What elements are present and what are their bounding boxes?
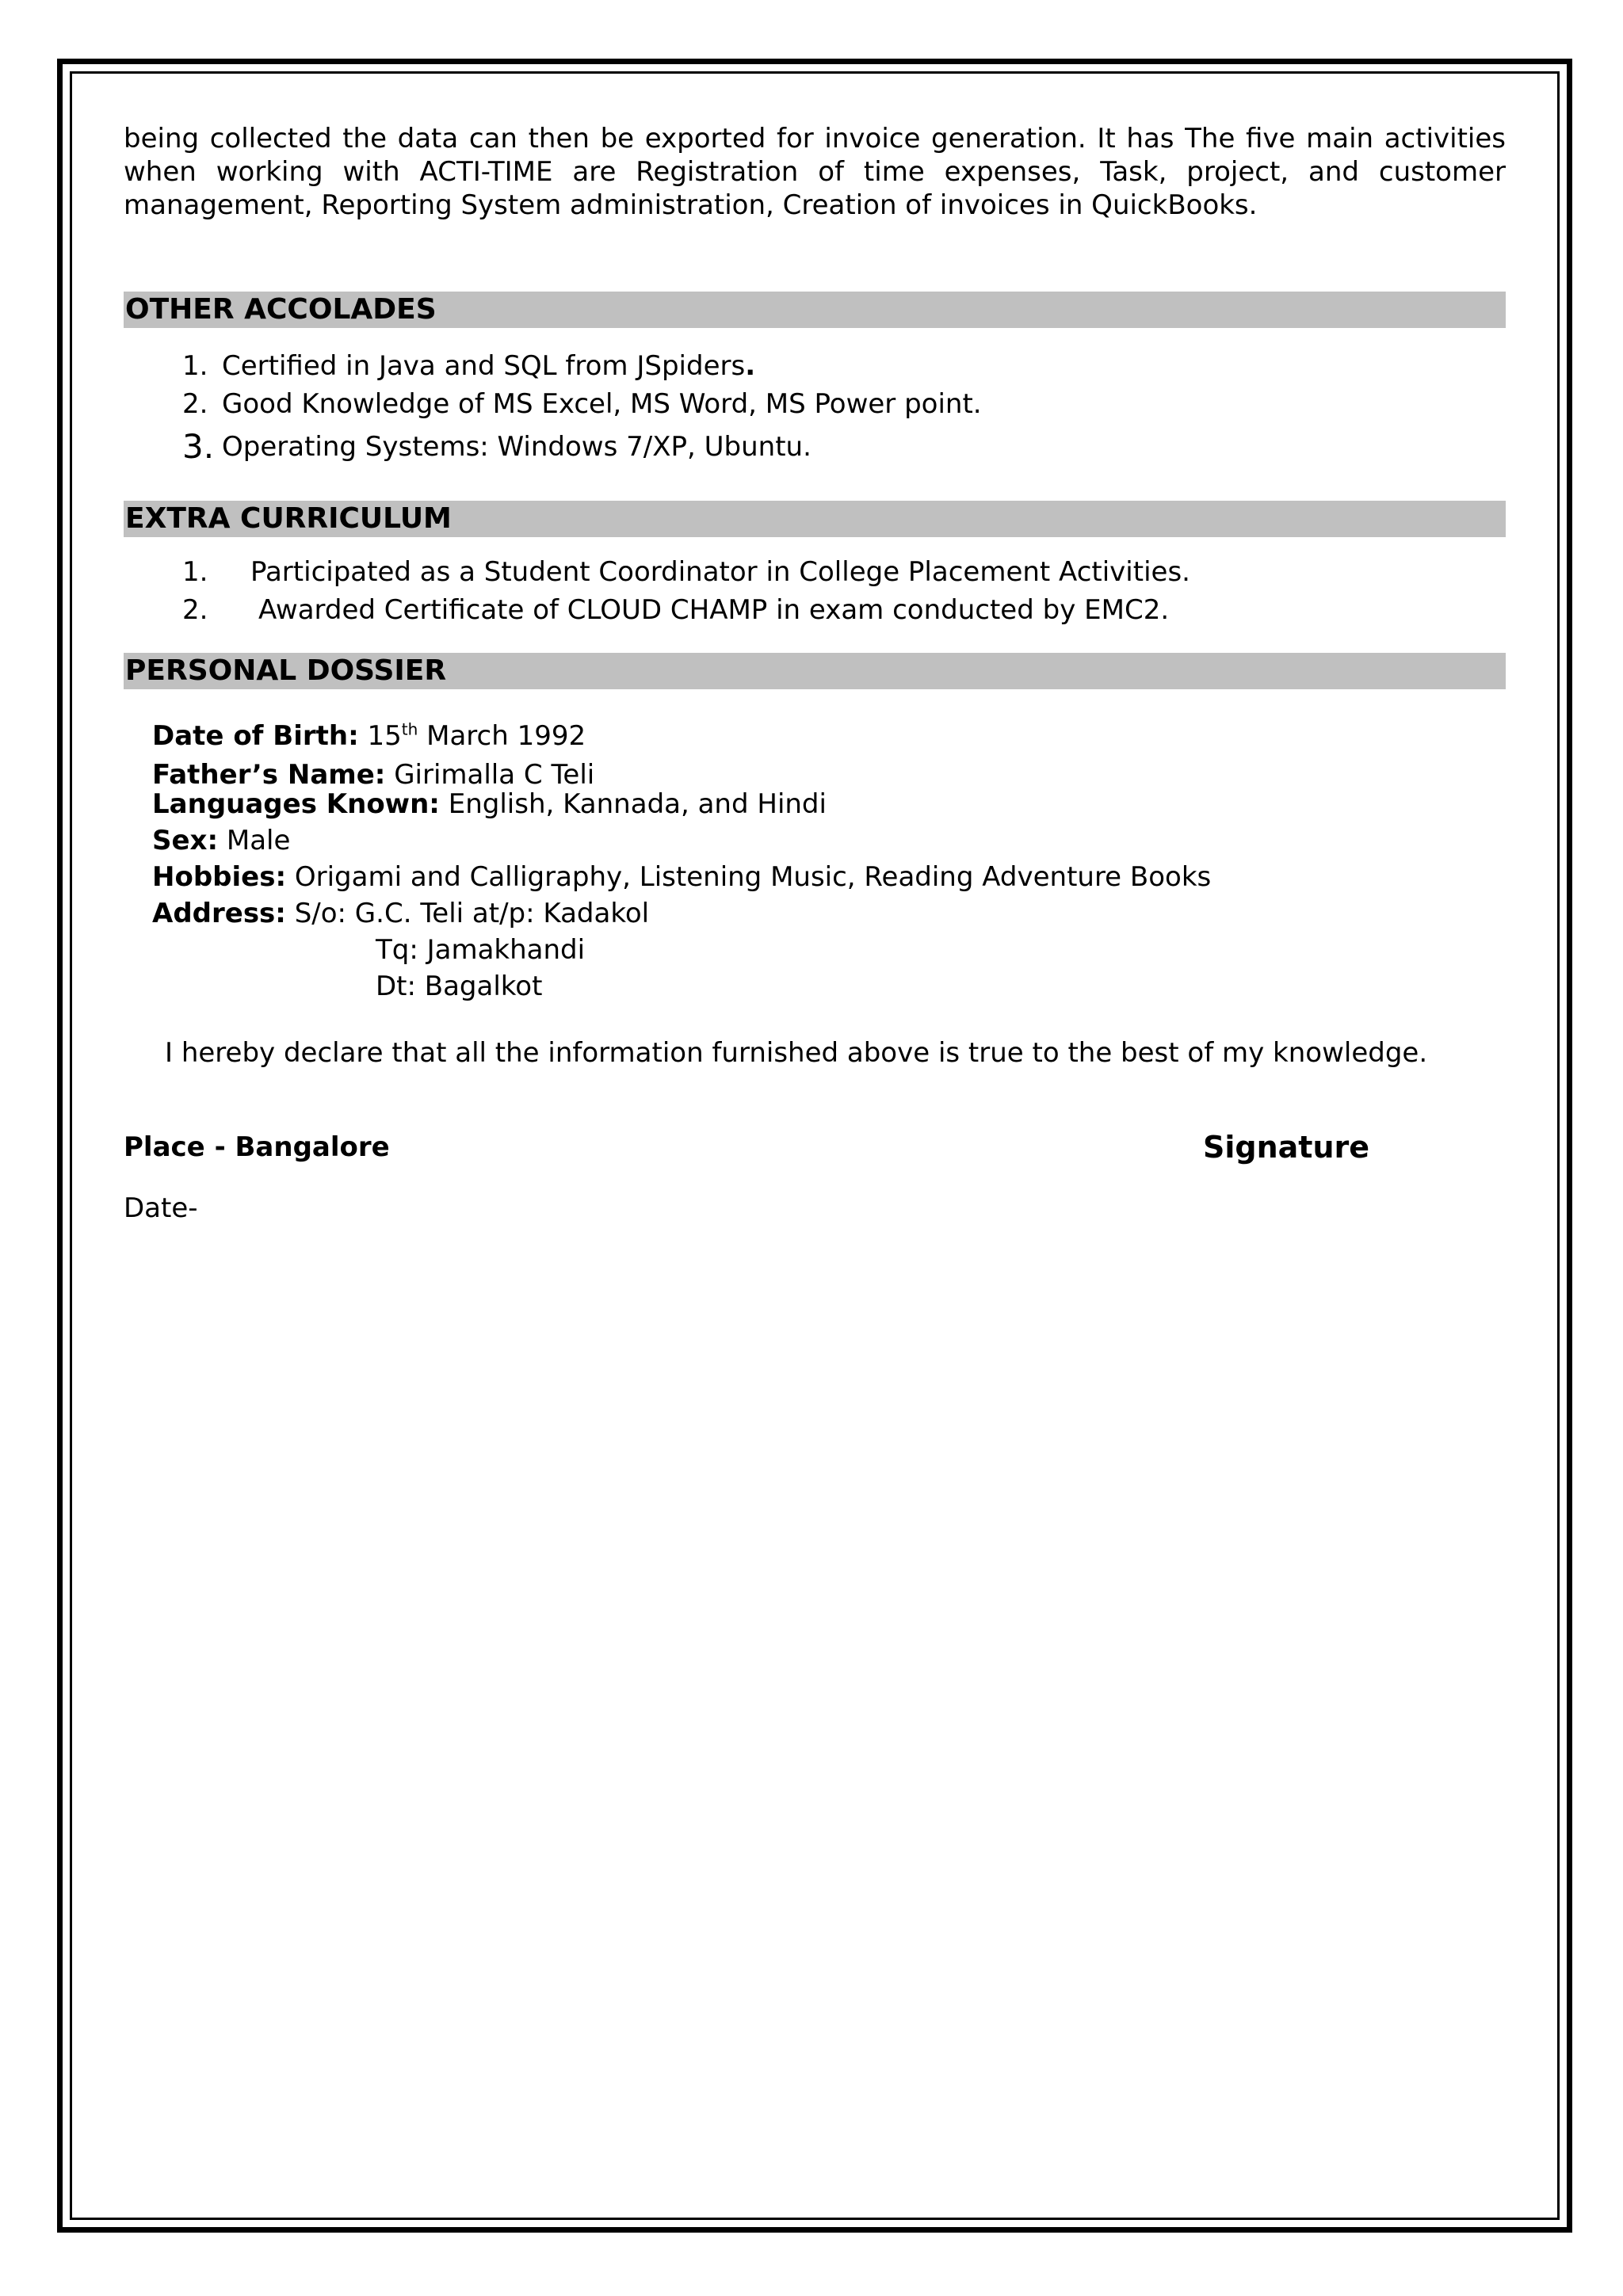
list-item-text: Good Knowledge of MS Excel, MS Word, MS Power point. <box>222 388 982 420</box>
date-text: Date- <box>124 1192 198 1224</box>
list-item-text: Operating Systems: Windows 7/XP, Ubuntu. <box>222 431 812 463</box>
section-heading-personal-dossier: PERSONAL DOSSIER <box>124 653 1506 689</box>
declaration-text: I hereby declare that all the information furnished above is true to the best of my knowledge. <box>165 1037 1428 1069</box>
sex-label: Sex: <box>152 825 219 856</box>
list-item <box>124 553 1506 591</box>
section-heading-accolades: OTHER ACCOLADES <box>124 292 1506 328</box>
father-name-value: Girimalla C Teli <box>394 759 595 791</box>
accolades-list <box>124 347 1506 467</box>
list-item <box>124 591 1506 629</box>
project-description-paragraph: being collected the data can then be exported for invoice generation. It has The five main activities when working with ACTI-TIME are Registration of time expenses, Task, project, and customer management, Reporting System administration, Creation of invoices in QuickBooks. <box>124 123 1506 221</box>
father-name-row <box>152 754 1506 791</box>
list-item-text: Participated as a Student Coordinator in College Placement Activities. <box>250 556 1190 588</box>
list-item-number: 3. <box>182 427 215 466</box>
sex-value: Male <box>226 825 291 856</box>
list-item-number: 1. <box>182 556 208 588</box>
address-line: Dt: Bagalkot <box>376 971 543 1002</box>
signature-label: Signature <box>1203 1130 1370 1165</box>
list-item <box>124 423 1506 467</box>
section-heading-extra-curriculum: EXTRA CURRICULUM <box>124 501 1506 537</box>
list-item <box>124 347 1506 385</box>
extra-curriculum-list <box>124 553 1506 629</box>
list-item-number: 2. <box>182 388 208 420</box>
hobbies-row <box>152 859 1506 895</box>
dob-value: 15th March 1992 <box>367 719 586 752</box>
list-item-number: 1. <box>182 350 208 382</box>
personal-dossier-details <box>124 718 1506 1005</box>
date-of-birth-row <box>152 718 1506 754</box>
list-item-text: Awarded Certificate of CLOUD CHAMP in exam conducted by EMC2. <box>258 594 1170 626</box>
hobbies-label: Hobbies: <box>152 861 287 893</box>
address-label: Address: <box>152 898 286 929</box>
father-name-label: Father’s Name: <box>152 759 386 791</box>
address-row <box>152 895 1506 932</box>
list-item <box>124 385 1506 423</box>
address-line: Tq: Jamakhandi <box>376 934 586 966</box>
sex-row <box>152 822 1506 859</box>
languages-label: Languages Known: <box>152 788 440 820</box>
resume-page-content <box>124 122 1506 1226</box>
place-text: Place - Bangalore <box>124 1131 390 1163</box>
languages-row <box>152 786 1506 822</box>
list-item-number: 2. <box>182 594 208 626</box>
list-item-text: Certified in Java and SQL from JSpiders. <box>222 350 756 382</box>
dob-label: Date of Birth: <box>152 720 359 752</box>
languages-value: English, Kannada, and Hindi <box>448 788 827 820</box>
hobbies-value: Origami and Calligraphy, Listening Music, Reading Adventure Books <box>294 861 1212 893</box>
place-signature-line <box>124 1127 1506 1168</box>
address-line: S/o: G.C. Teli at/p: Kadakol <box>294 898 650 929</box>
